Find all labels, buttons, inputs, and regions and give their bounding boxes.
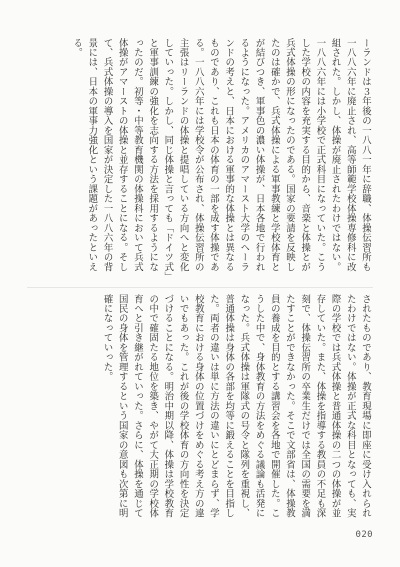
- body-text-lower-block: されたものであり、教育現場に即座に受け入れられたわけではない。体操が正式な科目となっても、実際の学校では兵式体操と普通体操の二つの体操が並存していた。また、体操を指導する教員の不足も深刻で、体操伝習所の卒業生だけでは全国の需要を満たすことができなかった。そこで文部省は、体操教員の養成を目的とする講習会を各地で開催した。こうした中で、身体教育の方法をめぐる議論も活発になった。兵式体操は軍隊式の号令と隊列を重視し、普通体操は身体の各部を均等に鍛えることを目指した。両者の違いは単に方法の違いにとどまらず、学校教育における身体の位置づけをめぐる考え方の違いでもあった。これが後の学校体育の方向性を決定づけることになる。明治中期以降、体操は学校教育の中で確固たる地位を築き、やがて大正期の学校体育へと引き継がれていった。さらに、体操を通じて国民の身体を管理するという国家の意図も次第に明確になっていった。: [101, 294, 371, 519]
- page-number: 020: [355, 530, 373, 540]
- block-separator: [27, 287, 373, 288]
- body-text-upper-block: ーランドは３年後の一八八一年に辞職、体操伝習所も一八八六年に廃止され、高等師範学校体操専修科に改組された。しかし、体操が廃止されたわけではない。一八八六年には小学校で正式科目になっていた。こうした学校の内容を充実する目的から、音楽と体操とが兵式体操の形になったのである。国家の要請を反映したのは確かで、兵式体操による軍事教練と学校体育とが結びつき、軍事色の濃い体操が、日本各地で行われるようになった。アメリカのアマースト大学のヘーランドの考えと、日本における軍事的な体操とは異なるものであり、これも日本の体育の一部を成す体操である。一八八六年には学校令が公布され、体操伝習所の主張はリーランドの体操と提唱している方向へと変化していった。しかし、同じ体操と言っても「ドイツ式」と軍事訓練の強化を志向する方法を採用するようになったのだ。初等・中等教育機関の体操科において兵式体操がアマーストの体操と並存することになる。そして、兵式体操の導入を国家が決定した一八八六年の背景には、日本の軍事力強化という課題があったといえる。: [71, 38, 371, 277]
